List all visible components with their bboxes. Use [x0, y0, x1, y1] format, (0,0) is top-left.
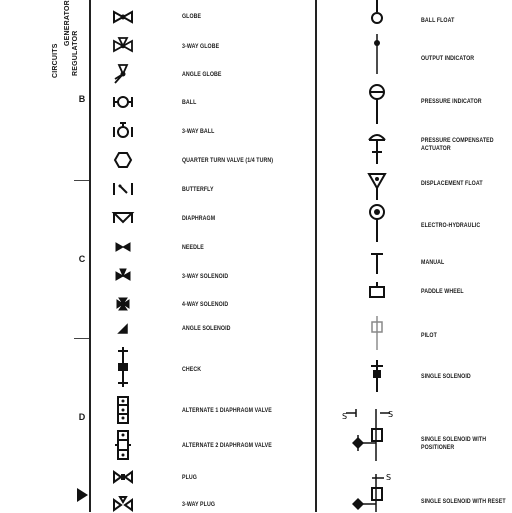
left-label-6: BUTTERFLY — [182, 186, 214, 193]
three-way-plug-valve-icon — [110, 495, 136, 513]
three-way-solenoid-icon — [110, 267, 136, 285]
paddle-wheel-icon — [362, 282, 392, 302]
angle-globe-valve-icon — [110, 65, 136, 83]
angle-solenoid-icon — [110, 319, 136, 337]
check-valve-icon — [110, 346, 136, 388]
right-label-0: BALL FLOAT — [421, 17, 455, 24]
svg-text:S: S — [388, 410, 394, 419]
left-border-line — [89, 0, 91, 512]
three-way-globe-valve-icon — [110, 37, 136, 55]
right-label-11: SINGLE SOLENOID WITH RESET — [421, 498, 506, 505]
left-label-11: ANGLE SOLENOID — [182, 325, 231, 332]
side-label-regulator: REGULATOR — [72, 30, 79, 76]
right-label-2: PRESSURE INDICATOR — [421, 98, 482, 105]
solenoid-reset-icon — [340, 472, 396, 512]
alternate-diaphragm-valve-1-icon — [110, 396, 136, 424]
left-label-9: 3-WAY SOLENOID — [182, 273, 229, 280]
left-label-5: QUARTER TURN VALVE (1/4 TURN) — [182, 157, 274, 164]
left-label-0: GLOBE — [182, 13, 202, 20]
single-solenoid-icon — [362, 360, 392, 392]
right-label-7: PADDLE WHEEL — [421, 288, 464, 295]
diaphragm-valve-icon — [110, 209, 136, 227]
right-label-9: SINGLE SOLENOID — [421, 373, 471, 380]
zone-letter-c: C — [78, 254, 86, 264]
pressure-indicator-icon — [362, 80, 392, 124]
center-divider-line — [315, 0, 317, 512]
compensated-actuator-icon — [362, 130, 392, 164]
solenoid-positioner-icon — [340, 405, 396, 461]
displacement-float-icon — [362, 172, 392, 200]
alternate-diaphragm-valve-2-icon — [110, 430, 136, 460]
side-label-circuits: CIRCUITS — [52, 43, 59, 78]
output-indicator-icon — [362, 34, 392, 74]
left-label-4: 3-WAY BALL — [182, 128, 215, 135]
left-label-7: DIAPHRAGM — [182, 215, 216, 222]
ball-valve-icon — [110, 93, 136, 111]
three-way-ball-valve-icon — [110, 122, 136, 140]
electro-hydraulic-icon — [362, 202, 392, 242]
plug-valve-icon — [110, 468, 136, 486]
four-way-solenoid-icon — [110, 295, 136, 313]
butterfly-valve-icon — [110, 180, 136, 198]
left-label-8: NEEDLE — [182, 244, 204, 251]
left-label-13: ALTERNATE 1 DIAPHRAGM VALVE — [182, 407, 272, 414]
left-label-14: ALTERNATE 2 DIAPHRAGM VALVE — [182, 442, 272, 449]
quarter-turn-valve-icon — [110, 151, 136, 169]
pilot-icon — [362, 316, 392, 350]
side-label-generator: GENERATOR — [64, 0, 71, 46]
left-label-1: 3-WAY GLOBE — [182, 43, 220, 50]
needle-valve-icon — [110, 238, 136, 256]
left-label-2: ANGLE GLOBE — [182, 71, 222, 78]
sheet-arrow-icon — [77, 488, 88, 502]
right-label-8: PILOT — [421, 332, 437, 339]
left-label-10: 4-WAY SOLENOID — [182, 301, 229, 308]
zone-letter-b: B — [78, 94, 86, 104]
left-label-16: 3-WAY PLUG — [182, 501, 216, 508]
left-label-3: BALL — [182, 99, 197, 106]
right-label-10: SINGLE SOLENOID WITH POSITIONER — [421, 436, 487, 451]
right-label-1: OUTPUT INDICATOR — [421, 55, 475, 62]
right-label-6: MANUAL — [421, 259, 445, 266]
ball-float-icon — [362, 0, 392, 26]
manual-actuator-icon — [362, 252, 392, 274]
zone-tick-b — [74, 180, 89, 181]
svg-text:S: S — [342, 412, 348, 421]
left-label-15: PLUG — [182, 474, 197, 481]
zone-letter-d: D — [78, 412, 86, 422]
right-label-5: ELECTRO-HYDRAULIC — [421, 222, 481, 229]
globe-valve-icon — [110, 8, 136, 26]
right-label-4: DISPLACEMENT FLOAT — [421, 180, 483, 187]
right-label-3: PRESSURE COMPENSATED ACTUATOR — [421, 137, 494, 152]
zone-tick-c — [74, 338, 89, 339]
left-label-12: CHECK — [182, 366, 202, 373]
svg-text:S: S — [386, 473, 392, 482]
